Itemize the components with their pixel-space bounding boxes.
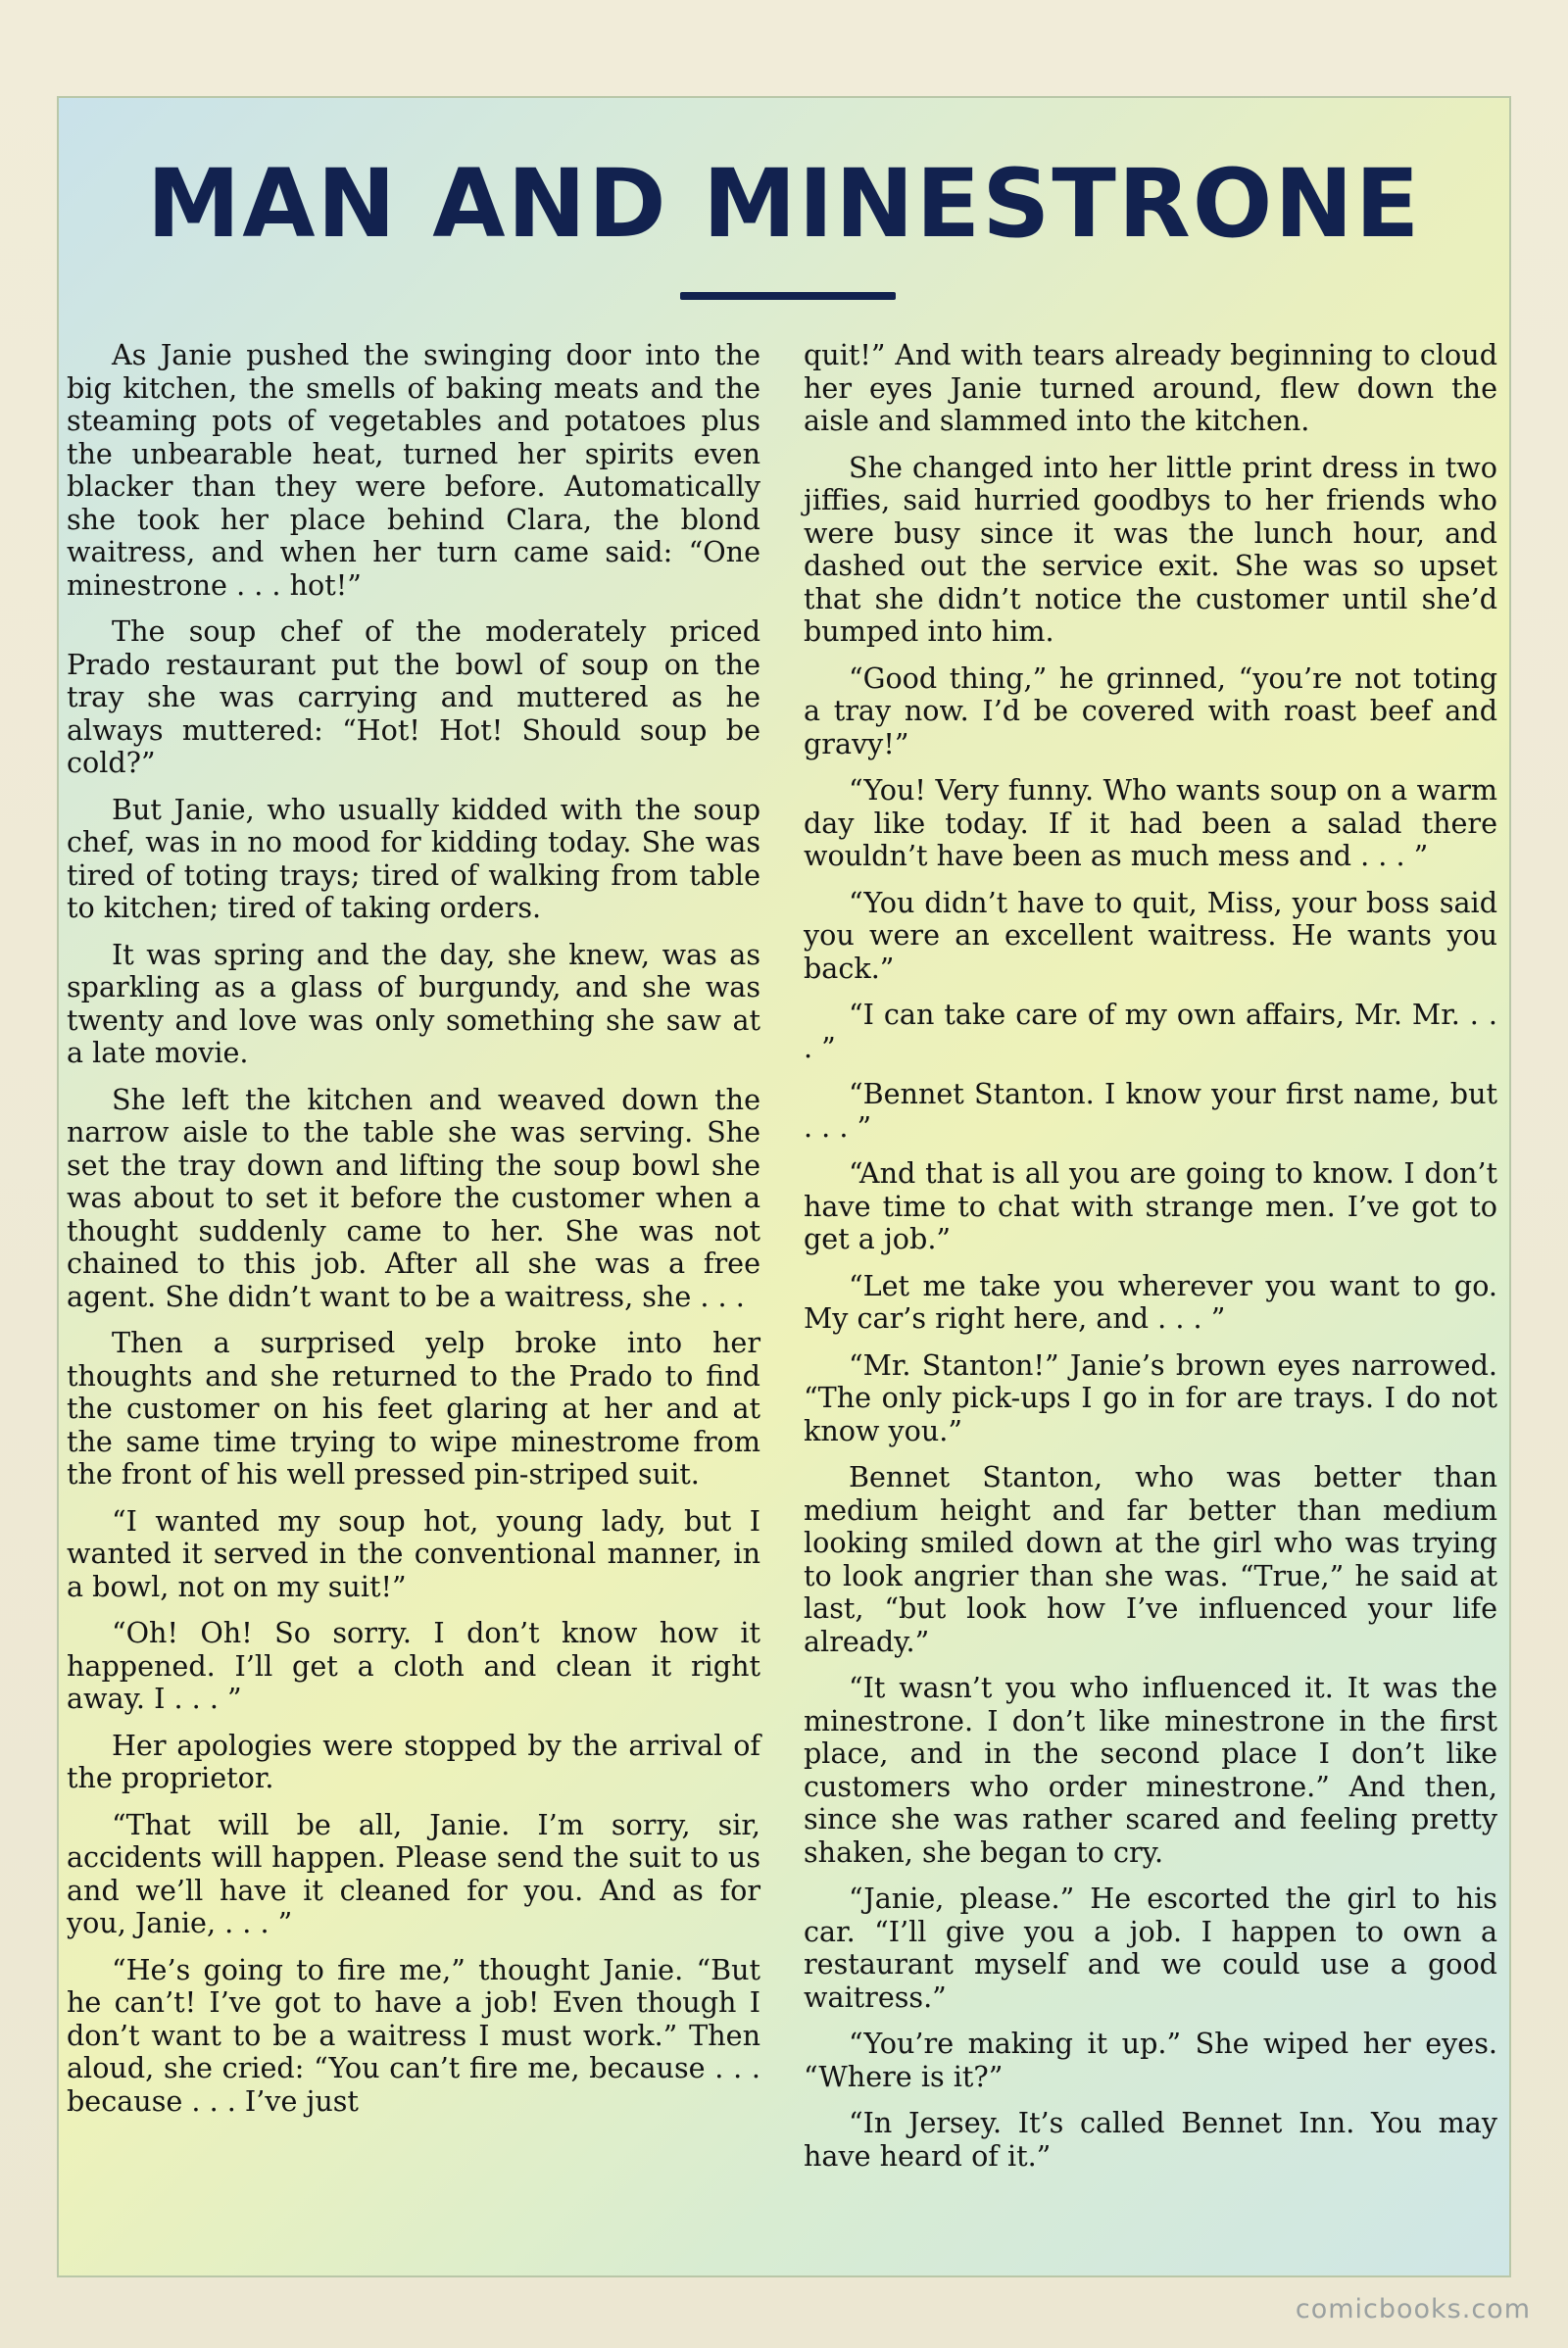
site-watermark: comicbooks.com	[1295, 2294, 1531, 2324]
paragraph: “Mr. Stanton!” Janie’s brown eyes narrowed. “The only pick-ups I go in for are trays. I do not know you.”	[804, 1347, 1497, 1447]
paragraph-continuation: quit!” And with tears already beginning to cloud her eyes Janie turned around, flew down the aisle and slammed into the kitchen.	[804, 338, 1497, 437]
paragraph: “You didn’t have to quit, Miss, your boss said you were an excellent waitress. He wants you back.”	[804, 885, 1497, 985]
paragraph: As Janie pushed the swinging door into the big kitchen, the smells of baking meats and the steaming pots of vegetables and potatoes plus the unbearable heat, turned her spirits even blacker than they were before. Automatically she took her place behind Clara, the blond waitress, and when her turn came said: “One minestrone . . . hot!”	[67, 338, 760, 602]
text-column-right	[804, 339, 1497, 2186]
paragraph: Bennet Stanton, who was better than medium height and far better than medium looking smiled down at the girl who was trying to look angrier than she was. “True,” he said at last, “but look how I’ve influenced your life already.”	[804, 1460, 1497, 1658]
story-panel	[57, 96, 1511, 2277]
paragraph: “Oh! Oh! So sorry. I don’t know how it happened. I’ll get a cloth and clean it right away. I . . . ”	[67, 1616, 760, 1715]
paragraph: It was spring and the day, she knew, was as sparkling as a glass of burgundy, and she was twenty and love was only something she saw at a late movie.	[67, 937, 760, 1069]
story-title: MAN AND MINESTRONE	[146, 149, 1422, 259]
paragraph: “I wanted my soup hot, young lady, but I wanted it served in the conventional manner, in a bowl, not on my suit!”	[67, 1503, 760, 1603]
paragraph: She left the kitchen and weaved down the narrow aisle to the table she was serving. She set the tray down and lifting the soup bowl she was about to set it before the customer when a thought suddenly came to her. She was not chained to this job. After all she was a free agent. She didn’t want to be a waitress, she . . .	[67, 1082, 760, 1313]
paragraph: “He’s going to fire me,” thought Janie. “But he can’t! I’ve got to have a job! Even though I don’t want to be a waitress I must work.” Then aloud, she cried: “You can’t fire me, because . . . because . . . I’ve just	[67, 1952, 760, 2118]
paragraph: “And that is all you are going to know. I don’t have time to chat with strange men. I’ve got to get a job.”	[804, 1156, 1497, 1255]
paragraph: But Janie, who usually kidded with the soup chef, was in no mood for kidding today. She was tired of toting trays; tired of walking from table to kitchen; tired of taking orders.	[67, 792, 760, 924]
title-divider	[680, 292, 896, 300]
paragraph: “Let me take you wherever you want to go. My car’s right here, and . . . ”	[804, 1268, 1497, 1335]
paragraph: “Janie, please.” He escorted the girl to his car. “I’ll give you a job. I happen to own a restaurant myself and we could use a good waitress.”	[804, 1882, 1497, 2014]
paragraph: The soup chef of the moderately priced Prado restaurant put the bowl of soup on the tray she was carrying and muttered as he always muttered: “Hot! Hot! Should soup be cold?”	[67, 614, 760, 779]
paragraph: “In Jersey. It’s called Bennet Inn. You may have heard of it.”	[804, 2106, 1497, 2173]
paragraph: “It wasn’t you who influenced it. It was the minestrone. I don’t like minestrone in the first place, and in the second place I don’t like customers who order minestrone.” And then, since she was rather scared and feeling pretty shaken, she began to cry.	[804, 1671, 1497, 1869]
paragraph: Her apologies were stopped by the arrival of the proprietor.	[67, 1728, 760, 1794]
paragraph: “Good thing,” he grinned, “you’re not toting a tray now. I’d be covered with roast beef and gravy!”	[804, 660, 1497, 760]
paragraph: “Bennet Stanton. I know your first name, but . . . ”	[804, 1077, 1497, 1144]
paragraph: She changed into her little print dress in two jiffies, said hurried goodbys to her friends who were busy since it was the lunch hour, and dashed out the service exit. She was so upset that she didn’t notice the customer until she’d bumped into him.	[804, 450, 1497, 648]
text-column-left	[67, 339, 760, 2131]
paragraph: “You’re making it up.” She wiped her eyes. “Where is it?”	[804, 2027, 1497, 2093]
paragraph: “You! Very funny. Who wants soup on a warm day like today. If it had been a salad there wouldn’t have been as much mess and . . . ”	[804, 773, 1497, 872]
paragraph: “I can take care of my own affairs, Mr. Mr. . . . ”	[804, 998, 1497, 1064]
paragraph: “That will be all, Janie. I’m sorry, sir, accidents will happen. Please send the suit to us and we’ll have it cleaned for you. And as for you, Janie, . . . ”	[67, 1807, 760, 1939]
paragraph: Then a surprised yelp broke into her thoughts and she returned to the Prado to find the customer on his feet glaring at her and at the same time trying to wipe minestrome from the front of his well pressed pin-striped suit.	[67, 1326, 760, 1491]
